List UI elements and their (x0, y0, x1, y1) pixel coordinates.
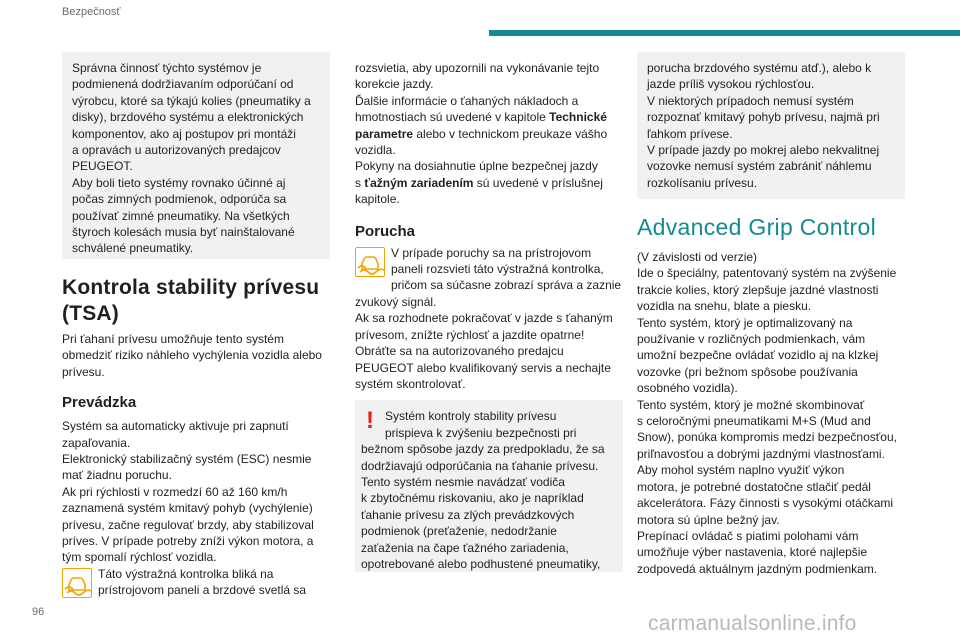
text-line: systém skontrolovať. (355, 376, 466, 391)
subsection-title: Porucha (355, 222, 416, 240)
text-line: príves. V prípade potreby zníži výkon motora, a (62, 534, 314, 549)
text-line: Snow), ponúka kompromis medzi bezpečnosťou, (637, 430, 897, 445)
text-line: Ak pri rýchlosti v rozmedzí 60 až 160 km/h (62, 484, 288, 499)
info-box (62, 52, 330, 259)
text-line: motora sú úplne bežný jav. (637, 512, 780, 527)
text-line: Aby mohol systém naplno využiť výkon (637, 463, 845, 478)
text-line: rozsvietia, aby upozornili na vykonávanie tejto (355, 61, 600, 75)
box-line: Aby boli tieto systémy rovnako účinné aj (72, 175, 286, 190)
fault-paragraph (355, 245, 623, 393)
box-line: a opravách u autorizovaných predajcov (72, 143, 281, 158)
text-line: zodpovedá aktuálnym jazdným podmienkam. (637, 561, 878, 576)
section-title-line: Kontrola stability prívesu (62, 276, 320, 299)
text-line: porucha brzdového systému atď.), alebo k (647, 61, 872, 75)
column-3 (637, 52, 905, 577)
box-line: používať zimné pneumatiky. Na všetkých (72, 208, 290, 223)
text-line: obmedziť riziko náhleho vychýlenia vozidla alebo (62, 348, 322, 363)
text-line: vozovke (pri bežnom spôsobe používania (637, 364, 858, 379)
text-line: rozpoznať kmitavý pohyb prívesu, najmä pri (647, 110, 880, 125)
section-title-line: (TSA) (62, 302, 119, 325)
text-line (355, 109, 623, 125)
intro-paragraph (62, 331, 330, 380)
text-line: vozidla. (355, 143, 396, 158)
text-line: Pokyny na dosiahnutie úplne bezpečnej jazdy (355, 159, 598, 174)
text-line: ťahanie prívesu za zlých prevádzkových (361, 507, 575, 522)
text-line: motora, je potrebné dostatočne stlačiť pedál (637, 479, 871, 494)
header-accent-bar (489, 30, 960, 36)
box-line: podmienená dodržiavaním odporúčaní od (72, 77, 294, 92)
trailer-stability-warning-icon (62, 568, 92, 598)
column-1 (62, 52, 330, 600)
text-line: PEUGEOT alebo kvalifikovaný servis a nechajte (355, 360, 611, 375)
warning-head (361, 408, 615, 441)
text-line: mať žiadnu poruchu. (62, 468, 172, 483)
text-line: Pri ťahaní prívesu umožňuje tento systém (62, 332, 284, 346)
text-line: prístrojovom paneli a brzdové svetlá sa (98, 583, 307, 598)
box-line: počas zimných podmienok, odporúča sa (72, 192, 287, 207)
text-line: Ďalšie informácie o ťahaných nákladoch a (355, 93, 579, 108)
text-line: vozidla na snehu, blate a piesku. (637, 299, 812, 314)
text-line: Systém kontroly stability prívesu (385, 409, 557, 424)
text-line: Ide o špeciálny, patentovaný systém na zvýšenie (637, 266, 897, 281)
text-line: s celoročnými pneumatikami M+S (Mud and (637, 414, 871, 429)
text-line: zaznamená systém kmitavý pohyb (vychýlenie) (62, 501, 313, 516)
text-run: s (355, 175, 365, 190)
text-line: zapaľovania. (62, 435, 131, 450)
box-line: komponentov, ako aj postupov pri montáži (72, 126, 296, 141)
box-line: PEUGEOT. (72, 159, 133, 174)
trailer-stability-warning-icon (355, 247, 385, 277)
text-line: Tento systém, ktorý je optimalizovaný na (637, 315, 853, 330)
text-line: V prípade jazdy po mokrej alebo nekvalitnej (647, 143, 880, 158)
text-line: Táto výstražná kontrolka bliká na (98, 566, 274, 581)
box-line: výrobcu, ktoré sa týkajú kolies (pneumatiky a (72, 93, 311, 108)
chapter-reference[interactable]: Technické (549, 110, 607, 125)
text-line: paneli rozsvieti táto výstražná kontrolka, (391, 262, 604, 277)
text-line: Elektronický stabilizačný systém (ESC) nesmie (62, 452, 312, 467)
text-line: akcelerátora. Fázy činnosti s vysokými otáčkami (637, 496, 894, 511)
text-line: zvukový signál. (355, 294, 437, 309)
operation-paragraph (62, 418, 330, 566)
text-line: používanie v rozličných podmienkach, vám (637, 332, 866, 347)
section-title: Advanced Grip Control (637, 214, 876, 240)
text-line: V niektorých prípadoch nemusí systém (647, 93, 854, 108)
text-line: prívesu. (62, 364, 105, 379)
text-run: sú uvedené v príslušnej (473, 175, 603, 190)
text-line (355, 175, 623, 191)
text-line: dodržiavajú odporúčania na ťahanie prívesu. (361, 458, 599, 473)
box-line: disky), brzdového systému a elektronických (72, 110, 304, 125)
warning-box-continued (637, 52, 905, 199)
watermark: carmanualsonline.info (648, 612, 857, 635)
box-line: Správna činnosť týchto systémov je (72, 61, 262, 75)
text-line: Ak sa rozhodnete pokračovať v jazde s ťahaným (355, 311, 613, 326)
text-line: umožňuje výber nastavenia, ktoré najlepšie (637, 545, 868, 560)
box-line: schválené pneumatiky. (72, 241, 194, 256)
text-line: Obráťte sa na autorizovaného predajcu (355, 344, 564, 359)
column-2 (355, 60, 623, 572)
text-line: tým spomalí rýchlosť vozidla. (62, 550, 217, 565)
text-line: ľahkom prívese. (647, 126, 733, 141)
text-line: prívesom, znížte rýchlosť a jazdite opatrne! (355, 327, 585, 342)
continued-paragraph (355, 60, 623, 208)
text-line: rozkolísaniu prívesu. (647, 175, 758, 190)
text-line: (V závislosti od verzie) (637, 250, 758, 264)
text-line: podmienok (preťaženie, nedodržanie (361, 524, 557, 539)
text-line: Prepínací ovládač s piatimi polohami vám (637, 528, 859, 543)
text-line: osobného vozidla). (637, 381, 738, 396)
text-line: priľnavosťou a dobrými jazdnými vlastnosťami. (637, 446, 885, 461)
text-line: vozovke nemusí systém zabrániť náhlemu (647, 159, 872, 174)
chapter-reference[interactable]: ťažným zariadením (364, 175, 474, 190)
text-line: bežnom spôsobe jazdy za predpokladu, že sa (361, 442, 605, 457)
page-number: 96 (32, 606, 45, 618)
text-line: jazde príliš vysokou rýchlosťou. (647, 77, 815, 92)
text-line: pričom sa súčasne zobrazí správa a zaznie (391, 278, 622, 293)
text-line: opotrebované alebo podhustené pneumatiky, (361, 556, 601, 571)
text-line: Tento systém, ktorý je možné skombinovať (637, 397, 865, 412)
text-line: umožní bezpečne ovládať vozidlo aj na klzkej (637, 348, 879, 363)
warning-exclamation-icon: ! (366, 408, 374, 435)
warning-lamp-note (62, 566, 330, 600)
text-line (355, 126, 623, 142)
subsection-title: Prevádzka (62, 394, 137, 412)
text-line: prispieva k zvýšeniu bezpečnosti pri (385, 425, 577, 440)
text-line: prívesu, začne regulovať brzdy, aby stabilizoval (62, 517, 314, 532)
text-line: korekcie jazdy. (355, 77, 434, 92)
text-line: trakcie kolies, ktorý zlepšuje jazdné vlastnosti (637, 282, 879, 297)
text-line: zaťaženia na čape ťažného zariadenia, (361, 540, 569, 555)
chapter-reference[interactable]: parametre (355, 126, 414, 141)
box-line: štyroch kolesách musia byť nainštalované (72, 225, 295, 240)
agc-paragraph (637, 249, 905, 577)
warning-box (355, 400, 623, 572)
text-line: V prípade poruchy sa na prístrojovom (391, 245, 592, 260)
text-line: k zbytočnému riskovaniu, ako je napríklad (361, 491, 584, 506)
text-run: hmotnostiach sú uvedené v kapitole (355, 110, 550, 125)
text-run: alebo v technickom preukaze vášho (413, 126, 608, 141)
text-line: kapitole. (355, 192, 400, 207)
running-header: Bezpečnosť (62, 6, 121, 18)
section-title (62, 275, 330, 327)
text-line: Tento systém nesmie navádzať vodiča (361, 474, 565, 489)
text-line: Systém sa automaticky aktivuje pri zapnutí (62, 419, 289, 434)
